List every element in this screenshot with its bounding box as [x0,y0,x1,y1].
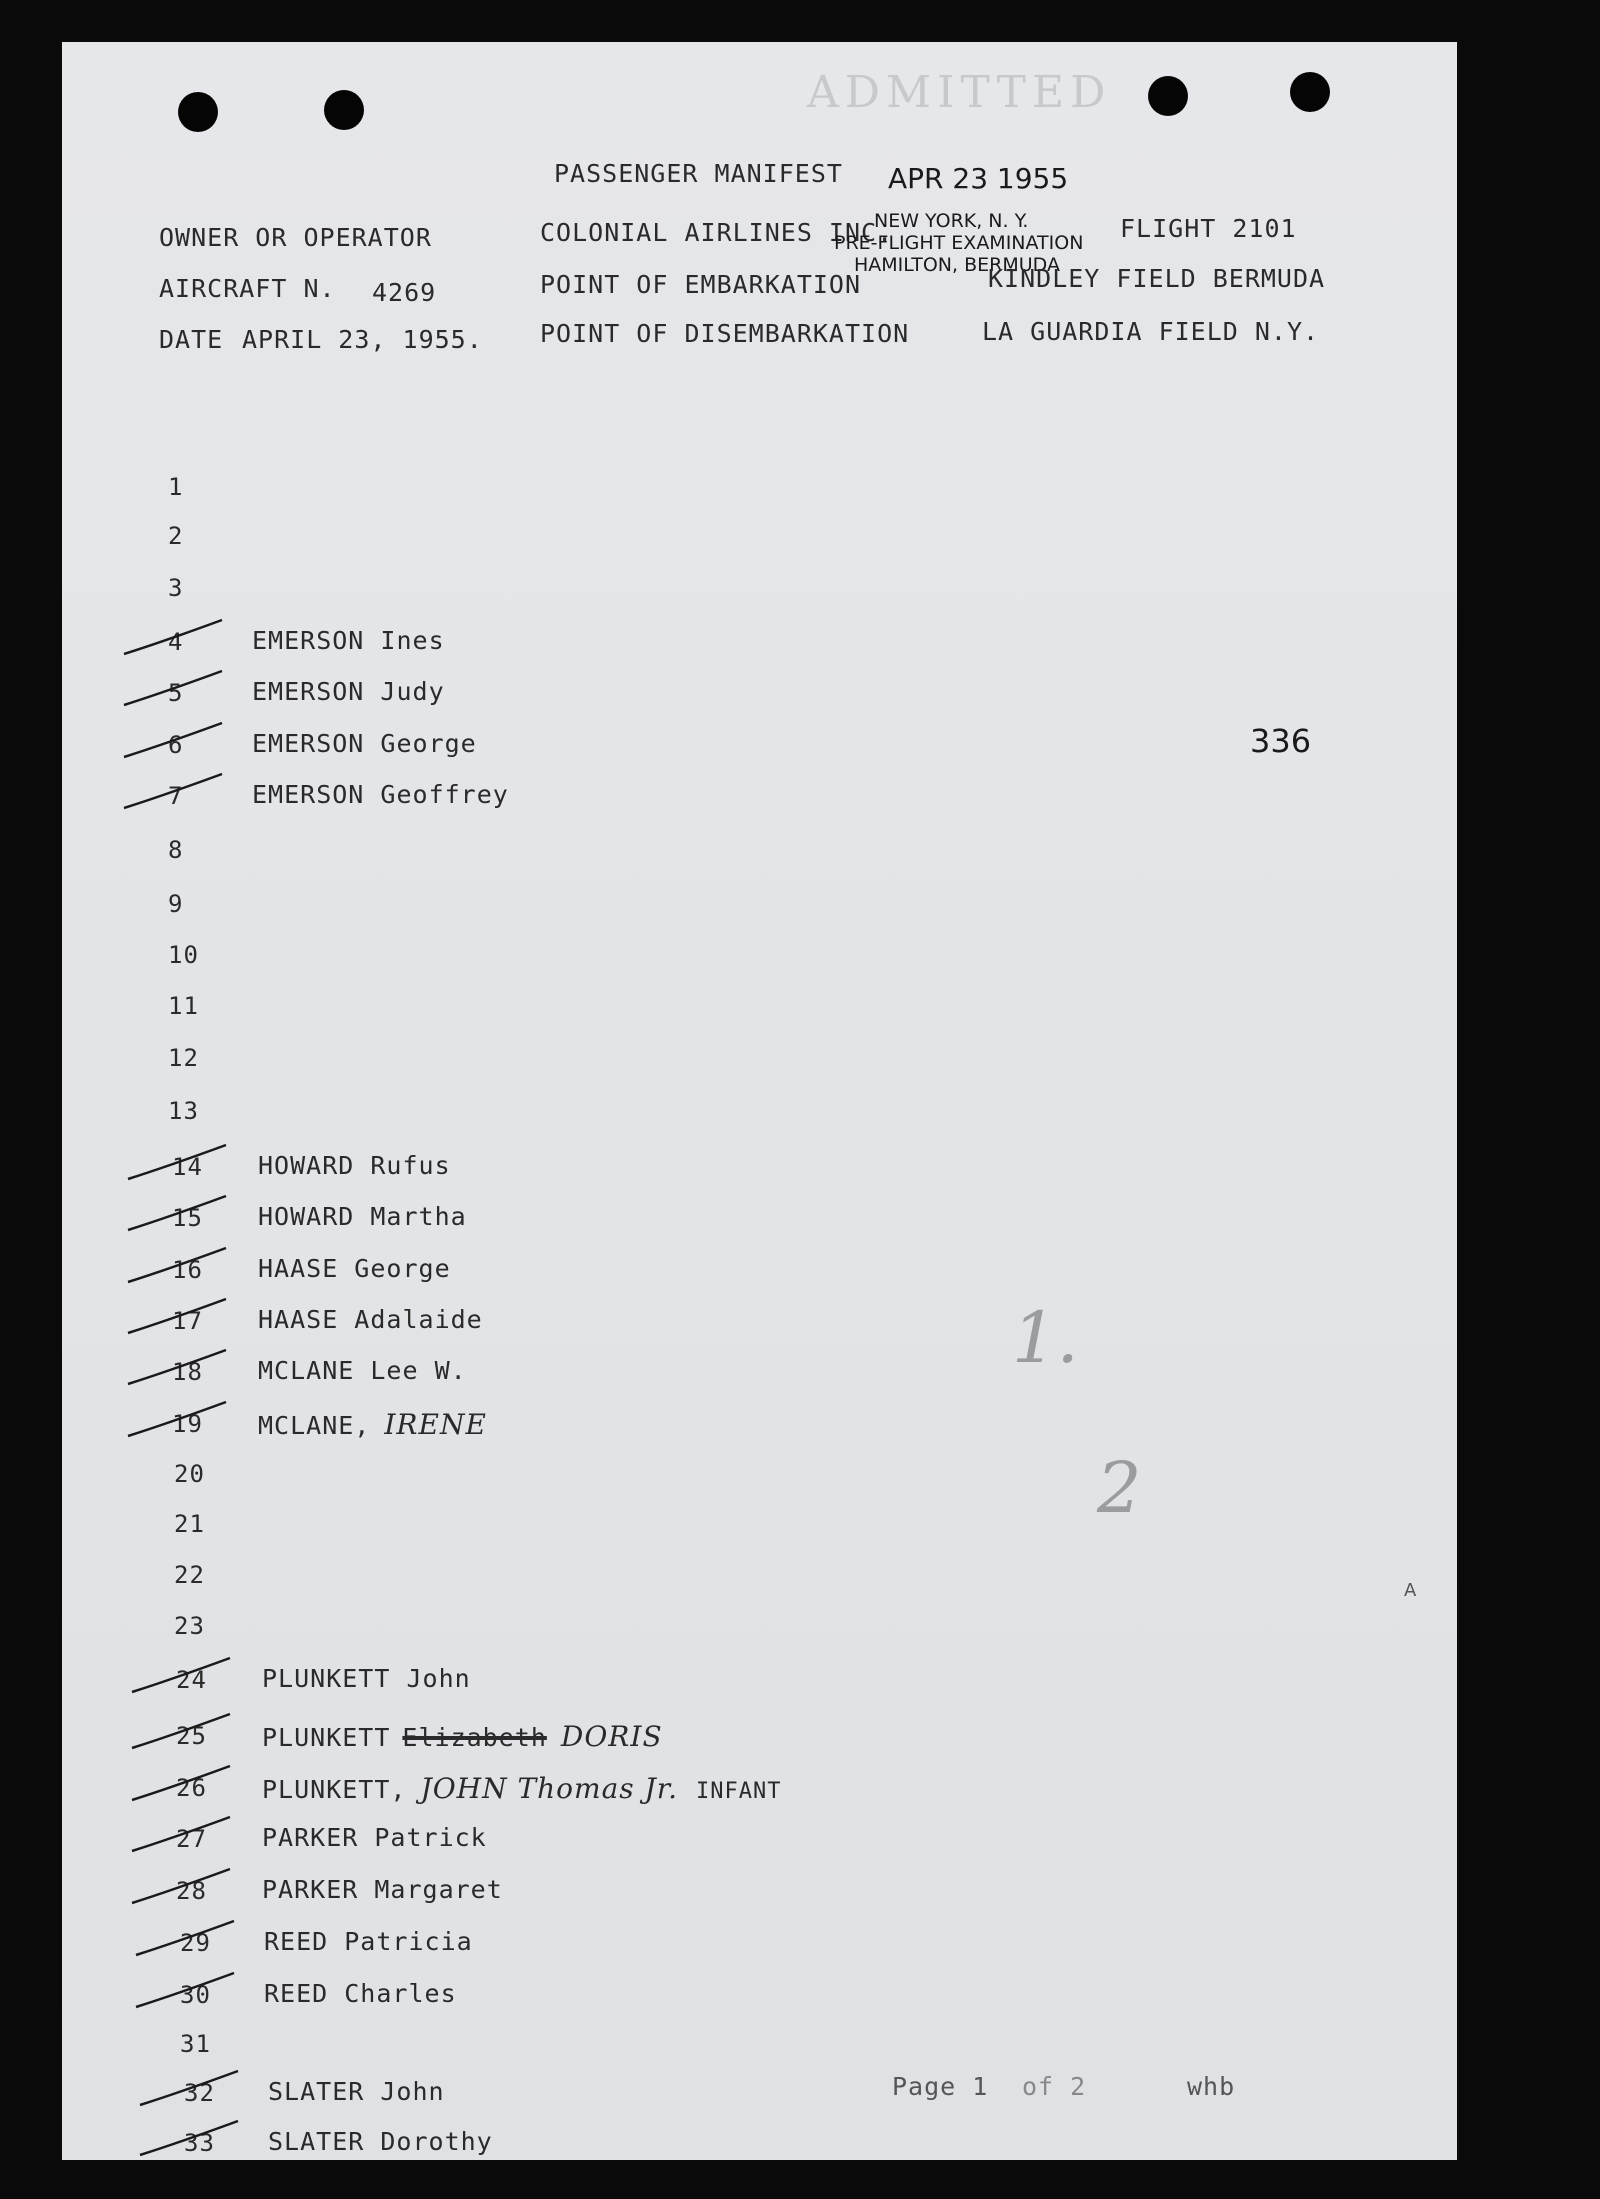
row-number: 15 [172,1204,203,1232]
punch-hole [178,92,218,132]
disembark-label: POINT OF DISEMBARKATION [540,319,910,348]
row-number: 24 [176,1666,207,1694]
row-number: 21 [174,1510,205,1538]
row-number: 18 [172,1358,203,1386]
passenger-name [258,1356,467,1385]
flight-number: FLIGHT 2101 [1120,214,1297,243]
page-total: of 2 [1022,2072,1087,2101]
row-number: 26 [176,1774,207,1802]
check-mark-icon [126,1293,236,1343]
row-number: 11 [168,992,199,1020]
passenger-name [252,626,445,655]
row-number: 27 [176,1825,207,1853]
passenger-name [262,1875,503,1904]
embark-value: KINDLEY FIELD BERMUDA [988,264,1326,293]
handwritten-name: JOHN Thomas Jr. [420,1772,678,1805]
row-number: 19 [172,1410,203,1438]
passenger-surname: REED Charles [264,1979,457,2008]
handwritten-mark-1: 1. [1012,1297,1079,1379]
stamp-date: APR 23 1955 [888,162,1069,195]
passenger-surname: EMERSON Judy [252,677,445,706]
check-mark-icon [122,614,232,664]
check-mark-icon [138,2115,248,2165]
passenger-name [252,677,445,706]
page-title: PASSENGER MANIFEST [554,159,843,188]
check-mark-icon [126,1344,236,1394]
handwritten-mark-2: 2 [1097,1447,1142,1529]
row-number: 33 [184,2129,215,2157]
passenger-surname: HAASE George [258,1254,451,1283]
row-number: 8 [168,836,184,864]
row-number: 7 [168,782,184,810]
stamp-location: HAMILTON, BERMUDA [854,254,1060,276]
stamp-city: NEW YORK, N. Y. [874,210,1029,232]
row-number: 28 [176,1877,207,1905]
punch-hole [1148,76,1188,116]
passenger-name [258,1151,451,1180]
check-mark-icon [126,1396,236,1446]
passenger-name [262,1664,471,1693]
passenger-surname: MCLANE Lee W. [258,1356,467,1385]
passenger-surname: SLATER John [268,2077,445,2106]
passenger-surname: PARKER Patrick [262,1823,487,1852]
passenger-name [264,1979,457,2008]
row-number: 3 [168,574,184,602]
manifest-sheet [62,42,1457,2160]
check-mark-icon [122,717,232,767]
passenger-surname: EMERSON Geoffrey [252,780,509,809]
handwritten-name: DORIS [560,1720,663,1753]
check-mark-icon [122,665,232,715]
row-number: 2 [168,522,184,550]
passenger-name [264,1927,473,1956]
check-mark-icon [130,1760,240,1810]
aircraft-value: 4269 [372,278,437,307]
row-number: 29 [180,1929,211,1957]
check-mark-icon [138,2065,248,2115]
passenger-surname: SLATER Dorothy [268,2127,493,2156]
margin-number: 336 [1250,722,1312,760]
embark-label: POINT OF EMBARKATION [540,270,862,299]
row-number: 22 [174,1561,205,1589]
check-mark-icon [130,1811,240,1861]
passenger-name [258,1408,487,1441]
owner-value: COLONIAL AIRLINES INC. [540,218,894,247]
date-value: APRIL 23, 1955. [242,325,483,354]
passenger-surname: HAASE Adalaide [258,1305,483,1334]
handwritten-name: IRENE [384,1408,487,1441]
row-number: 13 [168,1097,199,1125]
passenger-surname: PLUNKETT [262,1723,391,1752]
row-number: 9 [168,890,184,918]
passenger-name [252,729,477,758]
passenger-name [262,1772,781,1805]
passenger-name [262,1720,663,1753]
corner-mark: A [1404,1580,1417,1601]
row-number: 32 [184,2079,215,2107]
check-mark-icon [130,1652,240,1702]
date-label: DATE [159,325,224,354]
row-number: 31 [180,2030,211,2058]
punch-hole [324,90,364,130]
row-number: 25 [176,1722,207,1750]
check-mark-icon [134,1915,244,1965]
row-number: 6 [168,731,184,759]
passenger-surname: HOWARD Rufus [258,1151,451,1180]
check-mark-icon [126,1242,236,1292]
row-number: 4 [168,628,184,656]
admitted-stamp: ADMITTED [807,67,1112,118]
row-number: 12 [168,1044,199,1072]
row-number: 5 [168,679,184,707]
disembark-value: LA GUARDIA FIELD N.Y. [982,317,1320,346]
owner-label: OWNER OR OPERATOR [159,223,432,252]
page-number: Page 1 [892,2072,989,2101]
punch-hole [1290,72,1330,112]
passenger-surname: EMERSON Ines [252,626,445,655]
check-mark-icon [130,1863,240,1913]
stamp-examination: PRE-FLIGHT EXAMINATION [834,232,1084,254]
passenger-name [268,2077,445,2106]
struck-name: Elizabeth [402,1723,547,1752]
passenger-surname: PLUNKETT, [262,1775,407,1804]
check-mark-icon [134,1967,244,2017]
row-number: 1 [168,473,184,501]
row-number: 10 [168,941,199,969]
check-mark-icon [122,768,232,818]
clerk-initials: whb [1187,2072,1236,2101]
passenger-surname: MCLANE, [258,1411,371,1440]
passenger-name [252,780,509,809]
passenger-name [258,1202,467,1231]
aircraft-label: AIRCRAFT N. [159,274,336,303]
row-number: 14 [172,1153,203,1181]
passenger-name [268,2127,493,2156]
passenger-name [258,1305,483,1334]
check-mark-icon [130,1708,240,1758]
row-number: 20 [174,1460,205,1488]
check-mark-icon [126,1190,236,1240]
passenger-name [262,1823,487,1852]
passenger-surname: EMERSON George [252,729,477,758]
check-mark-icon [126,1139,236,1189]
passenger-surname: REED Patricia [264,1927,473,1956]
passenger-surname: PLUNKETT John [262,1664,471,1693]
passenger-surname: HOWARD Martha [258,1202,467,1231]
row-number: 17 [172,1307,203,1335]
row-number: 16 [172,1256,203,1284]
passenger-name [258,1254,451,1283]
row-number: 23 [174,1612,205,1640]
row-number: 30 [180,1981,211,2009]
passenger-note: INFANT [695,1779,782,1804]
passenger-surname: PARKER Margaret [262,1875,503,1904]
